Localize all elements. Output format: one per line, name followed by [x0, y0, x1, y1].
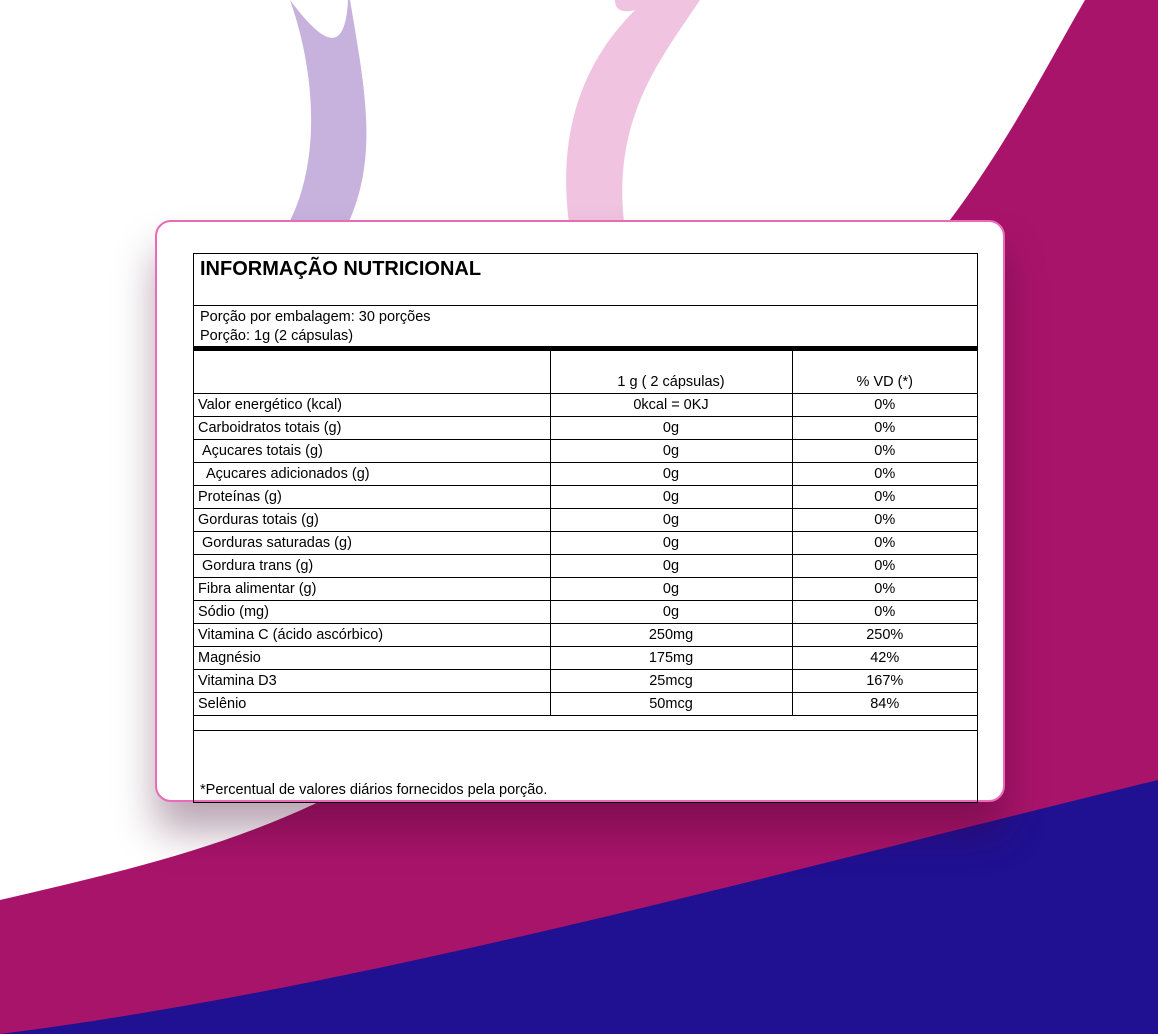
table-row [194, 439, 977, 462]
nutrient-name: Vitamina D3 [194, 669, 550, 692]
header-daily-value: % VD (*) [792, 351, 977, 393]
nutrient-name: Açucares totais (g) [194, 439, 550, 462]
table-row [194, 508, 977, 531]
nutrient-name: Açucares adicionados (g) [194, 462, 550, 485]
servings-per-package: Porção por embalagem: 30 porções [200, 309, 431, 325]
pink-ribbon [566, 0, 700, 230]
header-amount: 1 g ( 2 cápsulas) [550, 351, 792, 393]
nutrient-daily-value: 0% [792, 439, 977, 462]
nutrient-daily-value: 0% [792, 416, 977, 439]
nutrient-amount: 250mg [550, 623, 792, 646]
nutrient-name: Carboidratos totais (g) [194, 416, 550, 439]
nutrient-name: Sódio (mg) [194, 600, 550, 623]
nutrient-daily-value: 0% [792, 554, 977, 577]
label-title: INFORMAÇÃO NUTRICIONAL [194, 254, 977, 306]
nutrient-name: Fibra alimentar (g) [194, 577, 550, 600]
table-row [194, 623, 977, 646]
nutrient-amount: 0g [550, 531, 792, 554]
nutrient-amount: 0g [550, 462, 792, 485]
table-row [194, 646, 977, 669]
footnote [194, 730, 977, 802]
nutrient-amount: 0g [550, 600, 792, 623]
nutrient-daily-value: 0% [792, 462, 977, 485]
nutrient-daily-value: 250% [792, 623, 977, 646]
lavender-ribbon [285, 0, 366, 230]
table-row [194, 692, 977, 715]
nutrient-name: Valor energético (kcal) [194, 393, 550, 416]
nutrient-amount: 0g [550, 554, 792, 577]
nutrient-daily-value: 0% [792, 600, 977, 623]
table-row [194, 485, 977, 508]
nutrient-amount: 0g [550, 485, 792, 508]
table-row [194, 669, 977, 692]
nutrition-table [194, 351, 977, 716]
nutrient-amount: 175mg [550, 646, 792, 669]
header-nutrient [194, 351, 550, 393]
table-row [194, 531, 977, 554]
footnote-text: *Percentual de valores diários fornecidos pela porção. [200, 782, 548, 798]
nutrient-amount: 25mcg [550, 669, 792, 692]
nutrient-name: Gorduras saturadas (g) [194, 531, 550, 554]
nutrient-daily-value: 0% [792, 485, 977, 508]
table-header-row [194, 351, 977, 393]
table-row [194, 416, 977, 439]
nutrient-amount: 0g [550, 439, 792, 462]
nutrient-amount: 0g [550, 577, 792, 600]
nutrient-daily-value: 0% [792, 577, 977, 600]
nutrient-daily-value: 0% [792, 531, 977, 554]
nutrient-name: Selênio [194, 692, 550, 715]
serving-size: Porção: 1g (2 cápsulas) [200, 328, 354, 344]
nutrient-daily-value: 42% [792, 646, 977, 669]
nutrient-daily-value: 0% [792, 393, 977, 416]
nutrient-name: Gordura trans (g) [194, 554, 550, 577]
nutrient-name: Vitamina C (ácido ascórbico) [194, 623, 550, 646]
nutrient-amount: 0g [550, 416, 792, 439]
table-row [194, 462, 977, 485]
table-row [194, 600, 977, 623]
table-row [194, 393, 977, 416]
nutrient-name: Gorduras totais (g) [194, 508, 550, 531]
nutrient-name: Magnésio [194, 646, 550, 669]
nutrient-daily-value: 84% [792, 692, 977, 715]
table-row [194, 577, 977, 600]
nutrient-daily-value: 0% [792, 508, 977, 531]
nutrient-amount: 50mcg [550, 692, 792, 715]
nutrition-card [155, 220, 1005, 802]
nutrient-daily-value: 167% [792, 669, 977, 692]
nutrient-amount: 0g [550, 508, 792, 531]
nutrient-name: Proteínas (g) [194, 485, 550, 508]
portion-info [194, 306, 977, 351]
nutrition-facts-label [193, 253, 978, 803]
table-row [194, 554, 977, 577]
nutrient-amount: 0kcal = 0KJ [550, 393, 792, 416]
